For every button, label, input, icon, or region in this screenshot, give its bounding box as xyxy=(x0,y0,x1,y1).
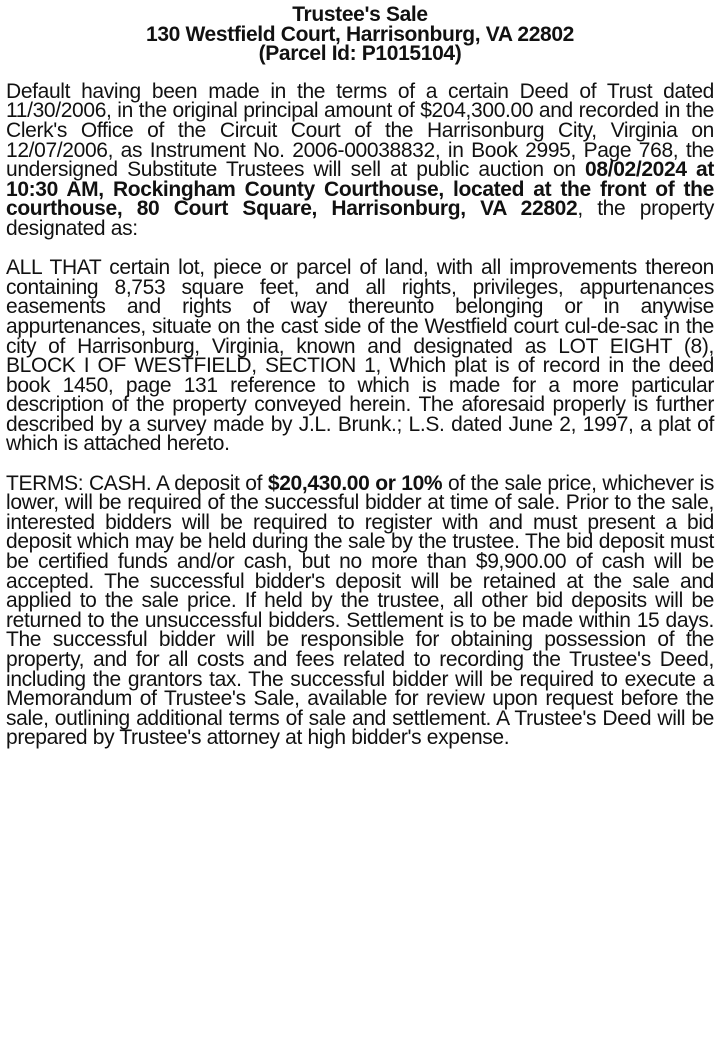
terms-text-intro: TERMS: CASH. A deposit of xyxy=(6,471,268,495)
default-paragraph xyxy=(6,79,714,240)
notice-header xyxy=(6,5,714,64)
auction-date-location: 08/02/2024 at 10:30 AM, Rockingham County Courthouse, located at the front of the courthouse, 80 Court Square, Harrisonburg, VA 22802 xyxy=(6,158,714,221)
property-description-paragraph xyxy=(6,258,714,454)
notice-title: Trustee's Sale xyxy=(292,3,428,26)
terms-text-body: of the sale price, whichever is lower, will be required of the successful bidder at time of sale. Prior to the sale, interested bidders will be required to register with and must present a bid deposit which may be held during the sale by the trustee. The bid deposit must be certified funds and/or cash, but no more than $9,900.00 of cash will be accepted. The successful bidder's deposit will be retained at the sale and applied to the sale price. If held by the trustee, all other bid deposits will be returned to the unsuccessful bidders. Settlement is to be made within 15 days. The successful bidder will be responsible for obtaining possession of the property, and for all costs and fees related to recording the Trustee's Deed, including the grantors tax. The successful bidder will be required to execute a Memorandum of Trustee's Sale, available for review upon request before the sale, outlining additional terms of sale and settlement. A Trustee's Deed will be prepared by Trustee's attorney at high bidder's expense. xyxy=(6,471,714,750)
terms-paragraph xyxy=(6,471,714,750)
deposit-amount: $20,430.00 or 10% xyxy=(267,471,443,495)
property-description-text: ALL THAT certain lot, piece or parcel of land, with all improvements thereon containing 8,753 square feet, and all rights, privileges, appurtenances easements and rights of way thereunto belonging or in anywise appurtenances, situate on the cast side of the Westfield court cul-de-sac in the city of Harrisonburg, Virginia, known and designated as LOT EIGHT (8), BLOCK I OF WESTFIELD, SECTION 1, Which plat is of record in the deed book 1450, page 131 reference to which is made for a more particular description of the property conveyed herein. The aforesaid properly is further described by a survey made by J.L. Brunk.; L.S. dated June 2, 1997, a plat of which is attached hereto. xyxy=(6,256,714,456)
property-address: 130 Westfield Court, Harrisonburg, VA 22802 xyxy=(145,22,575,46)
default-text-intro: Default having been made in the terms of a certain Deed of Trust dated 11/30/2006, in the original principal amount of $204,300.00 and recorded in the Clerk's Office of the Circuit Court of the Harrisonburg City, Virginia on 12/07/2006, as Instrument No. 2006-00038832, in Book 2995, Page 768, the undersigned Substitute Trustees will sell at public auction on xyxy=(6,79,714,182)
default-text-outro: , the property designated as: xyxy=(6,197,714,240)
parcel-id: (Parcel Id: P1015104) xyxy=(258,42,462,66)
